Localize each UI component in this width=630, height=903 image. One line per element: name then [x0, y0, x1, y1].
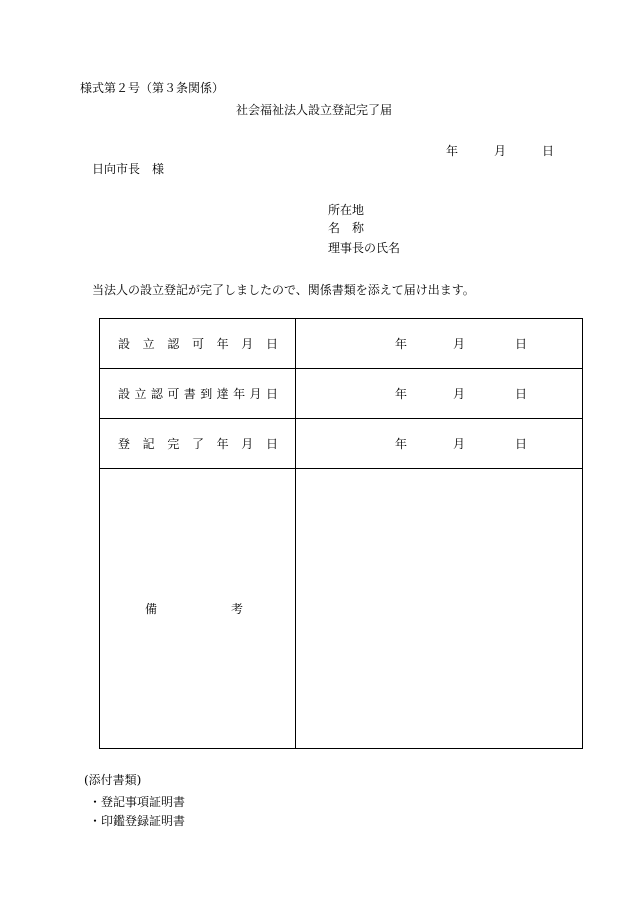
day-label: 日 [515, 437, 528, 451]
representative-label: 理事長の氏名 [328, 241, 401, 255]
remarks-label-cell [100, 469, 296, 749]
label-char: 月 [249, 387, 262, 401]
row-label [100, 369, 296, 419]
addressee: 日向市長 様 [92, 162, 165, 176]
label-char: 日 [265, 387, 278, 401]
date-cell [296, 369, 583, 419]
label-char: 設 [118, 387, 131, 401]
attachments-heading: (添付書類) [84, 773, 142, 787]
label-char: 達 [216, 387, 229, 401]
year-label: 年 [395, 437, 408, 451]
date-month-label: 月 [494, 144, 507, 158]
remarks-row [100, 469, 583, 749]
table-row [100, 319, 583, 369]
date-cell [296, 319, 583, 369]
label-char: 到 [200, 387, 213, 401]
document-title: 社会福祉法人設立登記完了届 [236, 103, 393, 117]
attachment-item: ・印鑑登録証明書 [89, 814, 186, 828]
label-char: 了 [191, 437, 204, 451]
label-char: 考 [230, 602, 243, 616]
date-year-label: 年 [446, 144, 459, 158]
label-char: 立 [134, 387, 147, 401]
label-char: 記 [142, 437, 155, 451]
month-label: 月 [453, 437, 466, 451]
form-number: 様式第２号（第３条関係） [80, 81, 225, 95]
registration-table [99, 318, 583, 749]
table-row [100, 369, 583, 419]
label-char: 完 [167, 437, 180, 451]
date-day-label: 日 [542, 144, 555, 158]
label-char: 年 [233, 387, 246, 401]
table-row [100, 419, 583, 469]
label-char: 日 [265, 437, 278, 451]
label-char: 登 [118, 437, 131, 451]
year-label: 年 [395, 337, 408, 351]
remarks-cell [296, 469, 583, 749]
month-label: 月 [453, 387, 466, 401]
date-cell [296, 419, 583, 469]
day-label: 日 [515, 387, 528, 401]
attachment-item: ・登記事項証明書 [89, 795, 186, 809]
label-char: 設 [118, 337, 131, 351]
year-label: 年 [395, 387, 408, 401]
statement: 当法人の設立登記が完了しましたので、関係書類を添えて届け出ます。 [92, 283, 475, 297]
submission-date [446, 142, 554, 159]
label-char: 可 [167, 387, 180, 401]
label-char: 立 [142, 337, 155, 351]
row-label [100, 419, 296, 469]
label-char: 書 [183, 387, 196, 401]
label-char: 認 [167, 337, 180, 351]
month-label: 月 [453, 337, 466, 351]
label-char: 年 [216, 437, 229, 451]
row-label [100, 319, 296, 369]
label-char: 認 [150, 387, 163, 401]
address-label: 所在地 [328, 203, 365, 217]
label-char: 月 [241, 437, 254, 451]
label-char: 年 [216, 337, 229, 351]
label-char: 日 [265, 337, 278, 351]
label-char: 月 [241, 337, 254, 351]
label-char: 備 [145, 602, 158, 616]
day-label: 日 [515, 337, 528, 351]
name-label: 名 称 [328, 221, 365, 235]
label-char: 可 [191, 337, 204, 351]
